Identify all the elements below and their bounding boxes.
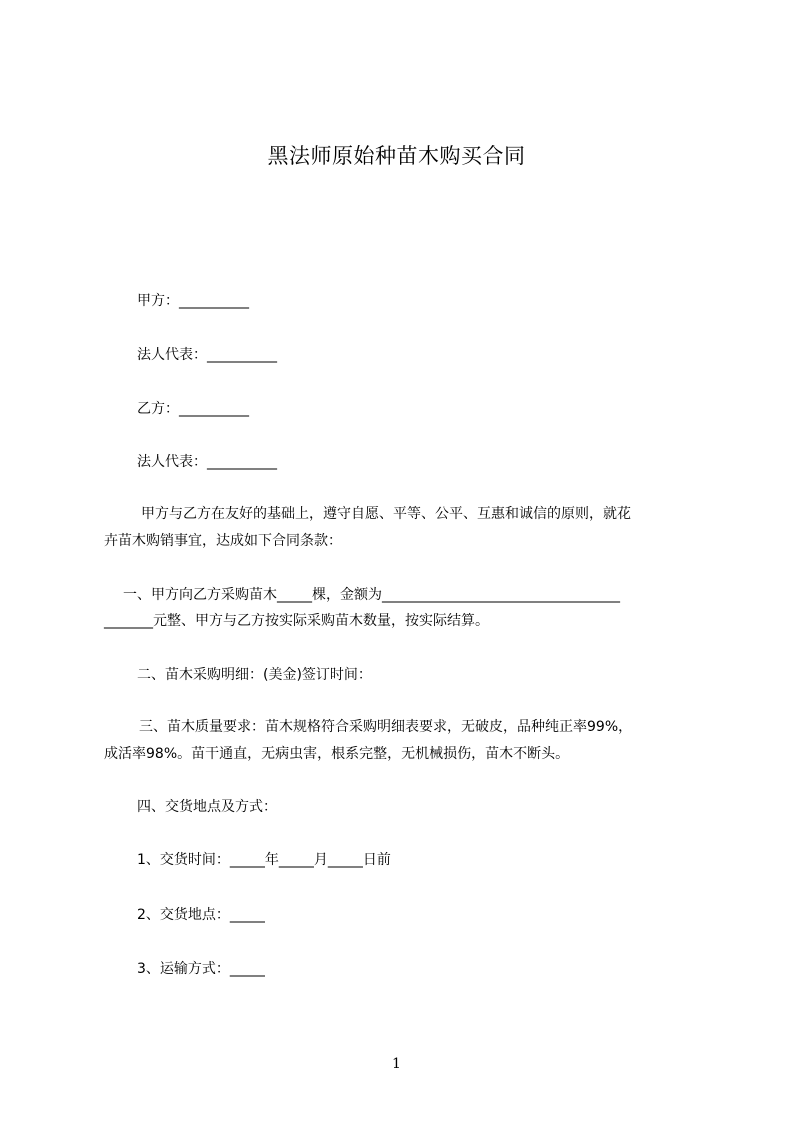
party-a-representative-line: 法人代表：__________ bbox=[137, 347, 277, 363]
preamble-line-1: 甲方与乙方在友好的基础上，遵守自愿、平等、公平、互惠和诚信的原则，就花 bbox=[141, 506, 631, 522]
document-title: 黑法师原始种苗木购买合同 bbox=[267, 144, 526, 168]
party-b-line: 乙方：__________ bbox=[137, 401, 249, 417]
delivery-time-line: 1、交货时间：_____年_____月_____日前 bbox=[137, 852, 391, 868]
clause-2-line: 二、苗木采购明细：(美金)签订时间： bbox=[137, 667, 372, 683]
page-number: 1 bbox=[392, 1056, 401, 1072]
delivery-place-line: 2、交货地点：_____ bbox=[137, 907, 265, 923]
clause-1-line-1: 一、甲方向乙方采购苗木_____棵，金额为__________________________________ bbox=[123, 587, 620, 603]
clause-4-heading: 四、交货地点及方式： bbox=[137, 799, 277, 815]
clause-3-line-1: 三、苗木质量要求：苗木规格符合采购明细表要求，无破皮，品种纯正率99%， bbox=[139, 719, 633, 735]
preamble-line-2: 卉苗木购销事宜，达成如下合同条款： bbox=[104, 533, 342, 549]
party-a-line: 甲方：__________ bbox=[137, 293, 249, 309]
transport-method-line: 3、运输方式：_____ bbox=[137, 961, 265, 977]
clause-1-line-2: _______元整、甲方与乙方按实际采购苗木数量，按实际结算。 bbox=[104, 613, 489, 629]
party-b-representative-line: 法人代表：__________ bbox=[137, 454, 277, 470]
clause-3-line-2: 成活率98%。苗干通直，无病虫害，根系完整，无机械损伤，苗木不断头。 bbox=[104, 746, 570, 762]
